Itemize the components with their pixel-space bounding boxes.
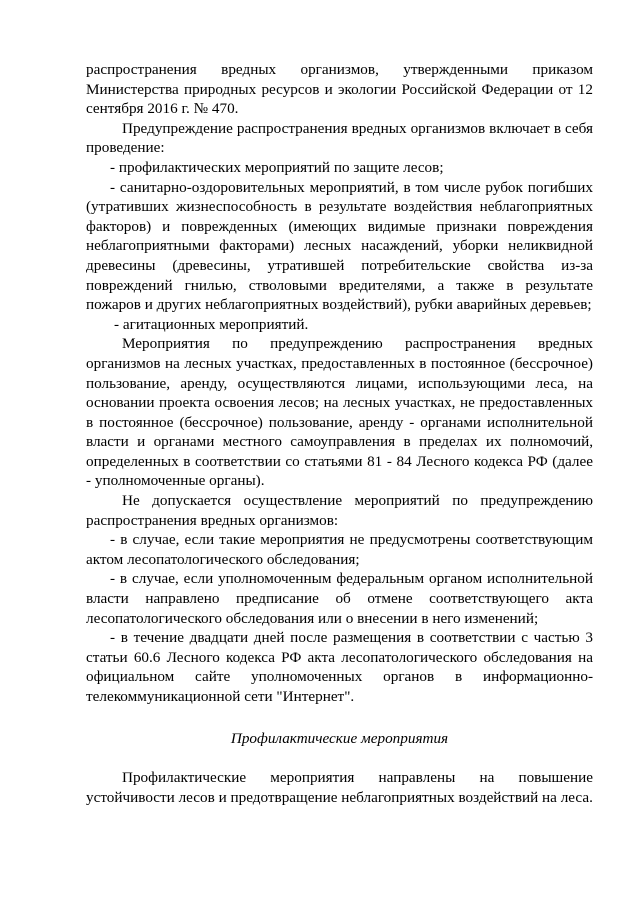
list-item-agitation: - агитационных мероприятий. (114, 315, 309, 333)
spacer (86, 748, 593, 768)
list-item-not-provided: - в случае, если такие мероприятия не предусмотрены соответствующим актом лесопатологического обследования; (86, 531, 593, 568)
list-item-twenty-days: - в течение двадцати дней после размещения в соответствии с частью 3 статьи 60.6 Лесного кодекса РФ акта лесопатологического обследования на официальном сайте уполномоченных органов в информационно-телекоммуникационной сети "Интернет". (86, 629, 593, 705)
list-item-preventive: - профилактических мероприятий по защите лесов; (110, 158, 444, 176)
list-item-cancel-order: - в случае, если уполномоченным федеральным органом исполнительной власти направлено предписание об отмене соответствующего акта лесопатологического обследования или о внесении в него изменений; (86, 570, 593, 627)
paragraph-continuation: распространения вредных организмов, утвержденными приказом Министерства природных ресурсов и экологии Российской Федерации от 12 сентября 2016 г. № 470. (86, 61, 593, 118)
paragraph-prevention-intro: Предупреждение распространения вредных организмов включает в себя проведение: (86, 119, 593, 157)
paragraph-preventive-measures: Профилактические мероприятия направлены на повышение устойчивости лесов и предотвращение неблагоприятных воздействий на леса. (86, 769, 593, 806)
paragraph-measures: Мероприятия по предупреждению распространения вредных организмов на лесных участках, предоставленных в постоянное (бессрочное) пользование, аренду, осуществляются лицами, использующими леса, на основании проекта освоения лесов; на лесных участках, не предоставленных в постоянное (бессрочное) пользование, аренду - органами исполнительной власти и органами местного самоуправления в пределах их полномочий, определенных в соответствии со статьями 81 - 84 Лесного кодекса РФ (далее - уполномоченные органы). (86, 335, 593, 490)
list-item-sanitary: - санитарно-оздоровительных мероприятий, в том числе рубок погибших (утративших жизнеспособность в результате воздействия неблагоприятных факторов) и поврежденных (имеющих видимые признаки повреждения неблагоприятными факторами) лесных насаждений, уборки неликвидной древесины (древесины, утратившей потребительские свойства из-за повреждений гнилью, стволовыми вредителями, а также в результате пожаров и других неблагоприятных воздействий), рубки аварийных деревьев; (86, 178, 593, 314)
paragraph-not-allowed: Не допускается осуществление мероприятий по предупреждению распространения вредных организмов: (86, 492, 593, 529)
document-body (86, 60, 593, 807)
section-heading: Профилактические мероприятия (230, 729, 449, 747)
spacer (86, 707, 593, 729)
